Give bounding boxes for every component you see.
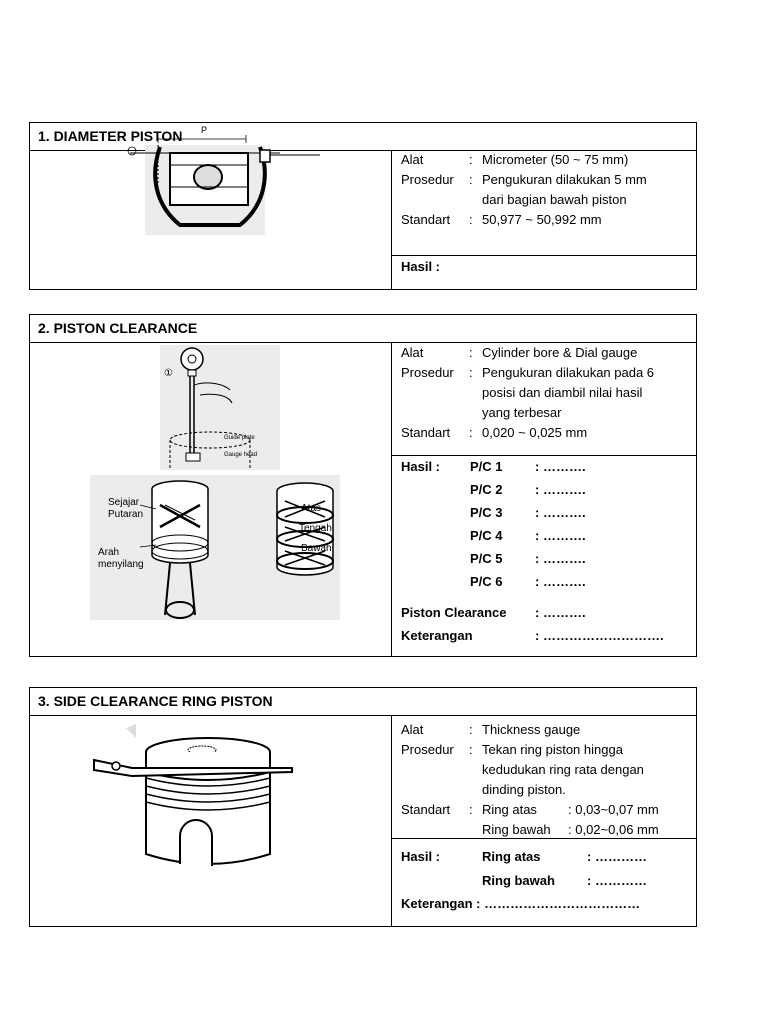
pc3-label: P/C 3 [470, 505, 503, 520]
ring-bawah-value: : ………… [587, 873, 647, 888]
prosedur-line-1: Tekan ring piston hingga [482, 742, 623, 757]
standart-ring-bawah-value: : 0,02~0,06 mm [568, 822, 659, 837]
colon: : [469, 172, 473, 187]
alat-label: Alat [401, 152, 424, 167]
section-diameter-piston [29, 122, 697, 290]
standart-ring-atas-label: Ring atas [482, 802, 537, 817]
pc2-value: : ………. [535, 482, 586, 497]
piston-clearance-label: Piston Clearance [401, 605, 507, 620]
prosedur-line-2: posisi dan diambil nilai hasil [482, 385, 643, 400]
prosedur-line-3: yang terbesar [482, 405, 562, 420]
colon: : [469, 425, 473, 440]
figure-label-tengah: Tengah [299, 523, 332, 534]
section-piston-clearance [29, 314, 697, 657]
standart-label: Standart [401, 802, 451, 817]
piston-clearance-value: : ………. [535, 605, 586, 620]
ring-atas-label: Ring atas [482, 849, 541, 864]
colon: : [469, 722, 473, 737]
colon: : [469, 365, 473, 380]
pc5-value: : ………. [535, 551, 586, 566]
prosedur-line-1: Pengukuran dilakukan 5 mm [482, 172, 647, 187]
pc3-value: : ………. [535, 505, 586, 520]
keterangan-label: Keterangan [401, 628, 473, 643]
figure-label-p: P [201, 125, 208, 135]
standart-ring-bawah-label: Ring bawah [482, 822, 551, 837]
keterangan-value: : ………………………. [535, 628, 664, 643]
standart-label: Standart [401, 425, 451, 440]
section-title: 2. PISTON CLEARANCE [30, 315, 696, 343]
standart-value: 50,977 ~ 50,992 mm [482, 212, 602, 227]
figure-label-sejajar: Sejajar [108, 497, 140, 508]
piston-micrometer-figure [120, 125, 320, 235]
hasil-label: Hasil : [401, 459, 441, 474]
alat-value: Micrometer (50 ~ 75 mm) [482, 152, 629, 167]
section-title: 1. DIAMETER PISTON [30, 123, 696, 151]
colon: : [469, 152, 473, 167]
prosedur-line-2: kedudukan ring rata dengan [482, 762, 644, 777]
standart-value: 0,020 ~ 0,025 mm [482, 425, 588, 440]
standart-label: Standart [401, 212, 451, 227]
prosedur-label: Prosedur [401, 365, 454, 380]
prosedur-line-3: dinding piston. [482, 782, 566, 797]
pc1-label: P/C 1 [470, 459, 503, 474]
colon: : [469, 742, 473, 757]
figure-label-bawah: Bawah [301, 543, 332, 554]
alat-value: Thickness gauge [482, 722, 581, 737]
colon: : [469, 212, 473, 227]
prosedur-label: Prosedur [401, 172, 454, 187]
pc2-label: P/C 2 [470, 482, 503, 497]
alat-value: Cylinder bore & Dial gauge [482, 345, 638, 360]
figure-label-atas: Atas [301, 503, 322, 514]
figure-label-arah: Arah [98, 547, 120, 558]
alat-label: Alat [401, 345, 424, 360]
figure-label-gauge-head: Gauge head [224, 452, 258, 458]
pc1-value: : ………. [535, 459, 586, 474]
section-title: 3. SIDE CLEARANCE RING PISTON [30, 688, 696, 716]
figure-label-one: ① [164, 368, 173, 379]
keterangan: Keterangan : ……………………………… [401, 896, 641, 911]
colon: : [469, 345, 473, 360]
ring-bawah-label: Ring bawah [482, 873, 555, 888]
figure-label-menyilang: menyilang [98, 559, 144, 570]
section-side-clearance [29, 687, 697, 927]
hasil-label: Hasil : [401, 259, 441, 274]
piston-feeler-gauge-figure [92, 724, 312, 874]
pc4-label: P/C 4 [470, 528, 503, 543]
dial-gauge-figure [150, 345, 290, 470]
prosedur-line-1: Pengukuran dilakukan pada 6 [482, 365, 655, 380]
colon: : [469, 802, 473, 817]
ring-atas-value: : ………… [587, 849, 647, 864]
figure-label-guide-plate: Guide plate [224, 435, 255, 441]
alat-label: Alat [401, 722, 424, 737]
pc6-value: : ………. [535, 574, 586, 589]
pc6-label: P/C 6 [470, 574, 503, 589]
figure-label-putaran: Putaran [108, 509, 144, 520]
pc4-value: : ………. [535, 528, 586, 543]
pc5-label: P/C 5 [470, 551, 503, 566]
hasil-label: Hasil : [401, 849, 441, 864]
prosedur-label: Prosedur [401, 742, 454, 757]
prosedur-line-2: dari bagian bawah piston [482, 192, 627, 207]
standart-ring-atas-value: : 0,03~0,07 mm [568, 802, 659, 817]
